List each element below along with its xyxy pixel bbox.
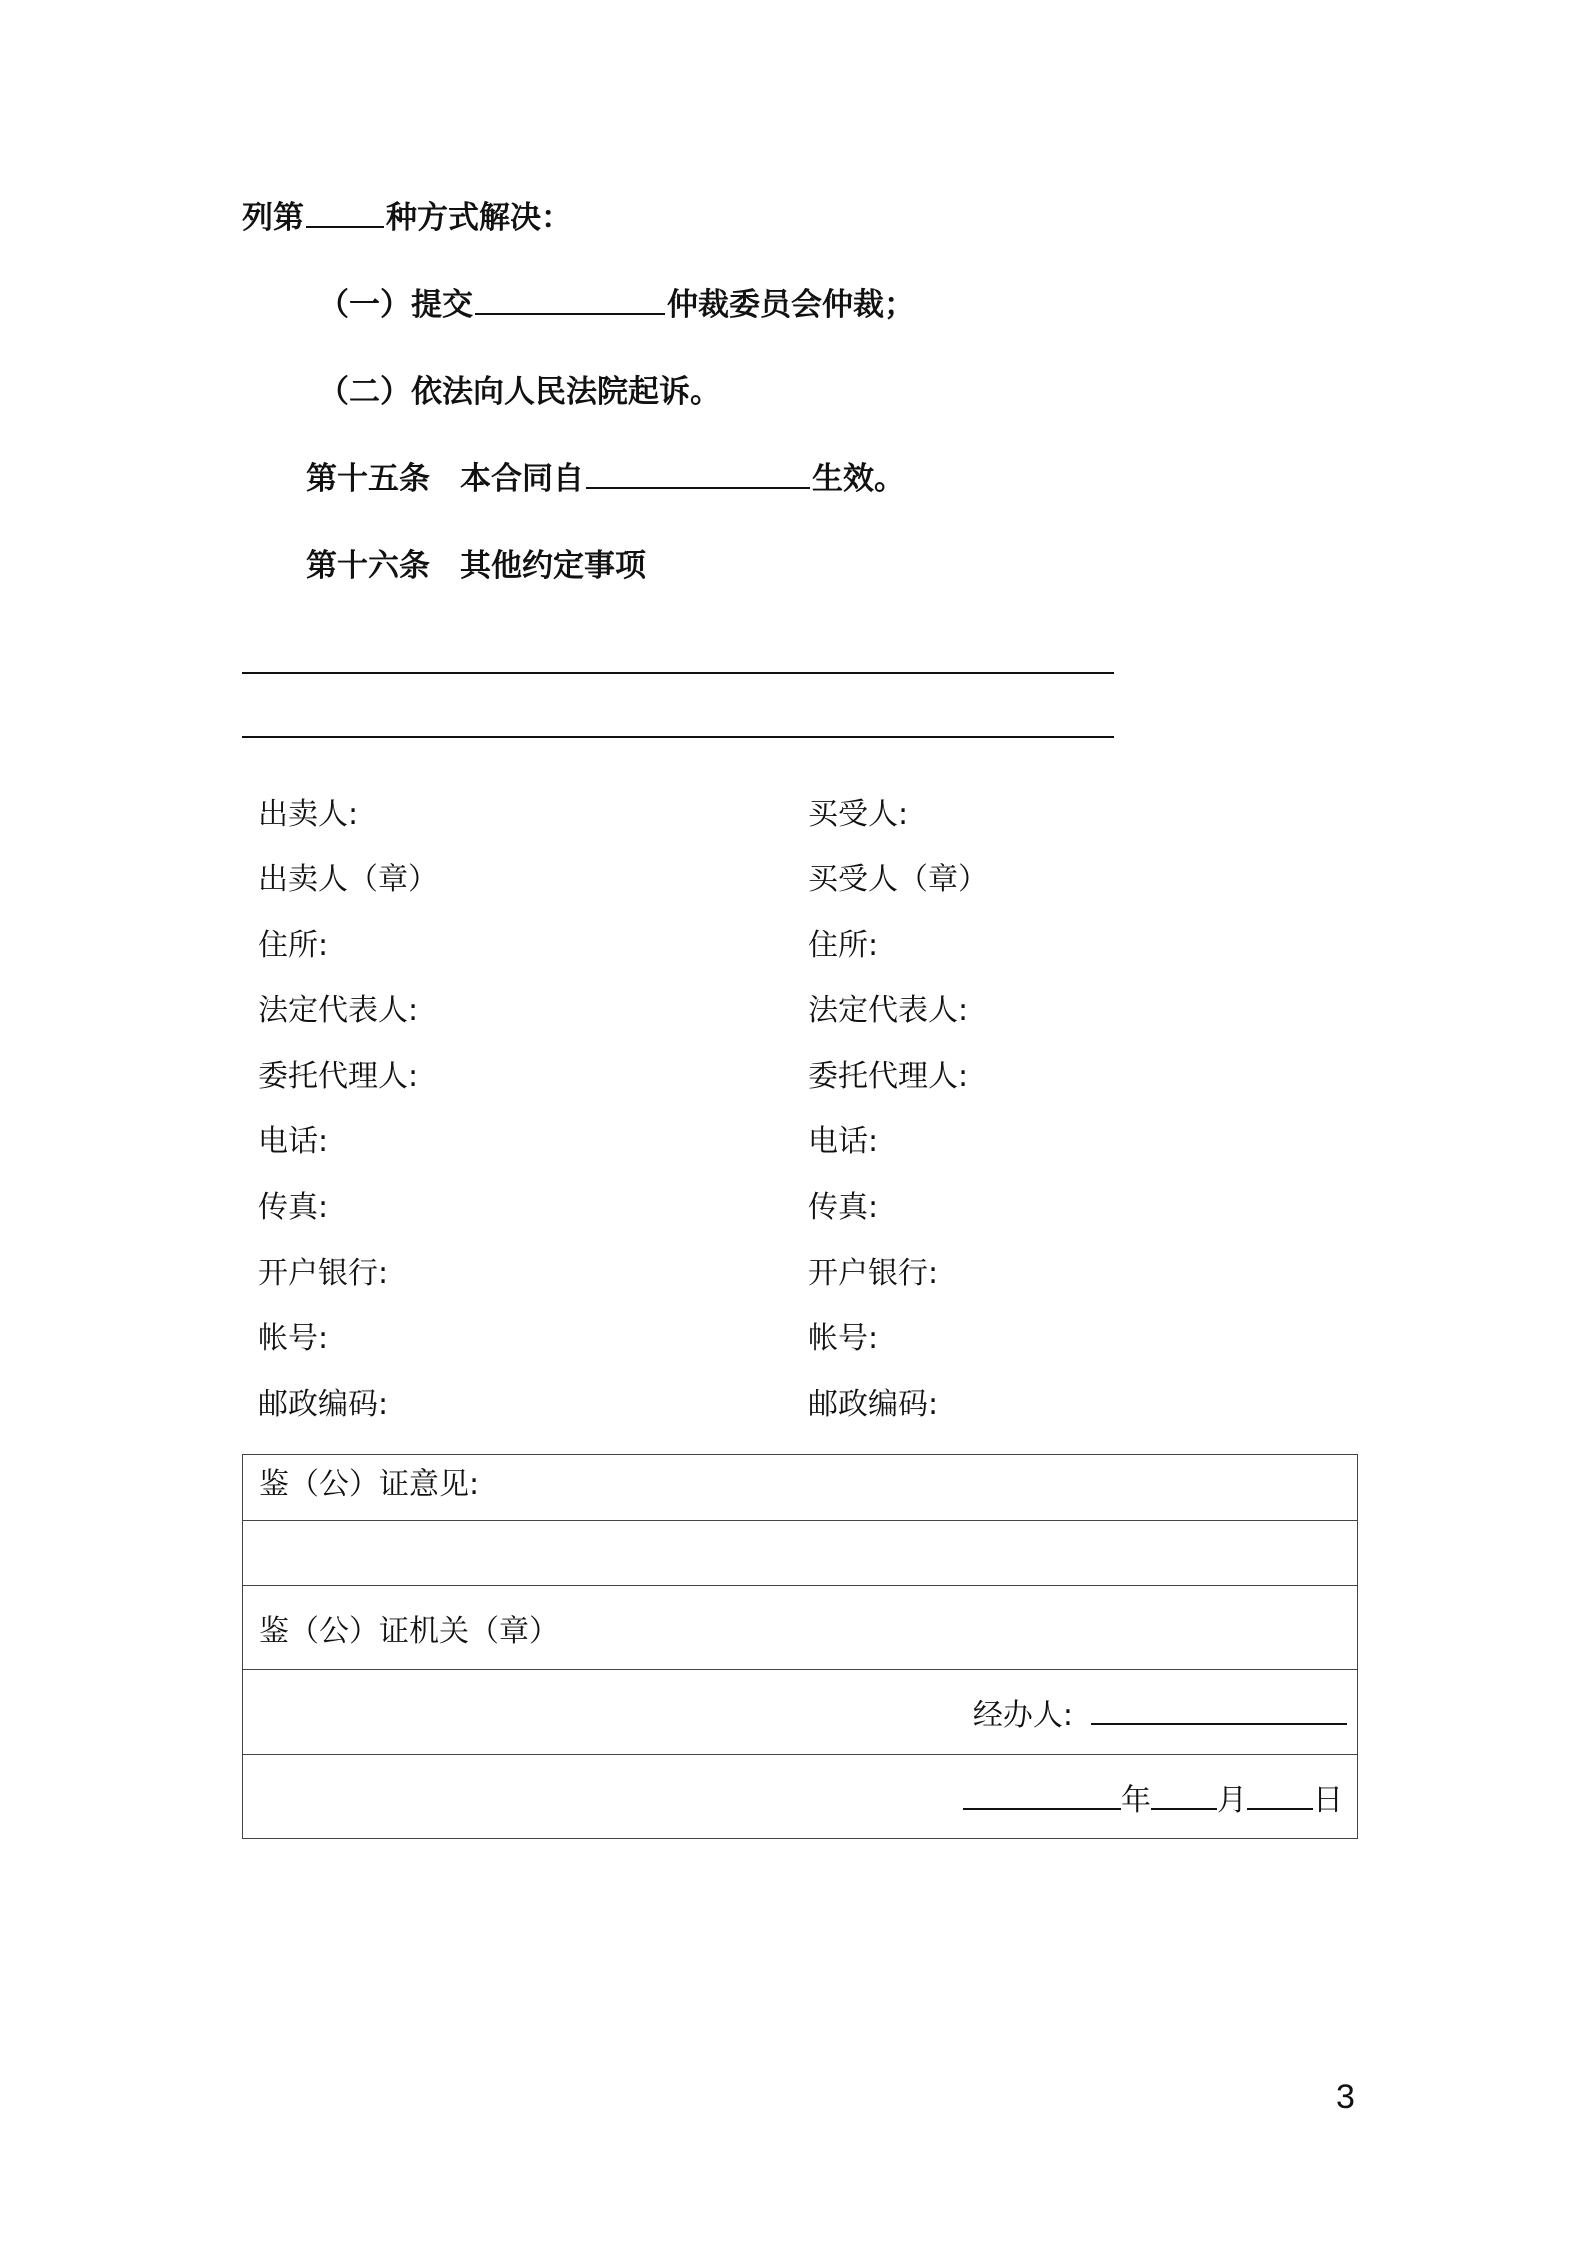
option-one-line	[318, 283, 915, 327]
seller-seal-label: 出卖人（章）	[258, 862, 438, 897]
party-row-legal-rep	[0, 989, 1586, 1033]
party-row-postcode	[0, 1383, 1586, 1427]
party-row-bank	[0, 1252, 1586, 1296]
seller-account-label: 帐号:	[258, 1321, 329, 1356]
article-16-number: 第十六条	[306, 548, 430, 584]
handler-label: 经办人:	[972, 1698, 1073, 1733]
day-label: 日	[1313, 1782, 1343, 1818]
page-number: 3	[1336, 2078, 1355, 2116]
article-16-line	[306, 544, 646, 588]
notary-table	[242, 1454, 1358, 1839]
buyer-bank-label: 开户银行:	[808, 1256, 939, 1291]
buyer-phone-label: 电话:	[808, 1124, 879, 1159]
notary-office-row	[243, 1586, 1358, 1670]
notary-date-cell	[243, 1755, 1358, 1839]
buyer-fax-label: 传真:	[808, 1190, 879, 1225]
seller-legal-rep-label: 法定代表人:	[258, 993, 419, 1028]
buyer-name-label: 买受人:	[808, 797, 909, 832]
seller-agent-label: 委托代理人:	[258, 1059, 419, 1094]
day-blank[interactable]	[1247, 1778, 1313, 1810]
other-items-line-1[interactable]	[242, 672, 1114, 674]
handler-name-blank[interactable]	[1091, 1693, 1347, 1725]
notary-opinion-label: 鉴（公）证意见:	[243, 1455, 1358, 1521]
article-15-prefix: 本合同自	[460, 461, 584, 497]
seller-bank-label: 开户银行:	[258, 1256, 389, 1291]
option-two-line: （二）依法向人民法院起诉。	[318, 374, 721, 410]
dispute-method-prefix: 列第	[242, 200, 304, 236]
notary-date-row	[243, 1755, 1358, 1839]
notary-opinion-content-row	[243, 1521, 1358, 1586]
notary-handler-row	[243, 1670, 1358, 1755]
buyer-address-label: 住所:	[808, 928, 879, 963]
party-row-fax	[0, 1186, 1586, 1230]
dispute-method-suffix: 种方式解决：	[386, 200, 572, 236]
notary-opinion-row	[243, 1455, 1358, 1521]
party-row-account	[0, 1317, 1586, 1361]
year-label: 年	[1121, 1782, 1151, 1818]
seller-address-label: 住所:	[258, 928, 329, 963]
year-blank[interactable]	[963, 1778, 1121, 1810]
notary-handler-cell	[243, 1670, 1358, 1755]
seller-phone-label: 电话:	[258, 1124, 329, 1159]
option-one-suffix: 仲裁委员会仲裁；	[667, 287, 915, 323]
buyer-legal-rep-label: 法定代表人:	[808, 993, 969, 1028]
dispute-method-blank[interactable]	[306, 196, 384, 228]
month-label: 月	[1217, 1782, 1247, 1818]
party-row-agent	[0, 1055, 1586, 1099]
buyer-postcode-label: 邮政编码:	[808, 1387, 939, 1422]
party-row-phone	[0, 1120, 1586, 1164]
effective-date-blank[interactable]	[586, 457, 810, 489]
party-row-seal	[0, 858, 1586, 902]
article-15-suffix: 生效。	[812, 461, 905, 497]
seller-name-label: 出卖人:	[258, 797, 359, 832]
notary-office-seal-label: 鉴（公）证机关（章）	[243, 1586, 1358, 1670]
article-15-line	[306, 457, 905, 501]
seller-fax-label: 传真:	[258, 1190, 329, 1225]
article-16-title: 其他约定事项	[460, 548, 646, 584]
dispute-method-line	[242, 196, 572, 240]
buyer-seal-label: 买受人（章）	[808, 862, 988, 897]
month-blank[interactable]	[1151, 1778, 1217, 1810]
party-row-address	[0, 924, 1586, 968]
arbitration-committee-blank[interactable]	[475, 283, 665, 315]
other-items-line-2[interactable]	[242, 736, 1114, 738]
article-15-number: 第十五条	[306, 461, 430, 497]
party-row-name	[0, 793, 1586, 837]
buyer-account-label: 帐号:	[808, 1321, 879, 1356]
buyer-agent-label: 委托代理人:	[808, 1059, 969, 1094]
notary-opinion-field[interactable]	[243, 1521, 1358, 1586]
seller-postcode-label: 邮政编码:	[258, 1387, 389, 1422]
option-one-prefix: （一）提交	[318, 287, 473, 323]
